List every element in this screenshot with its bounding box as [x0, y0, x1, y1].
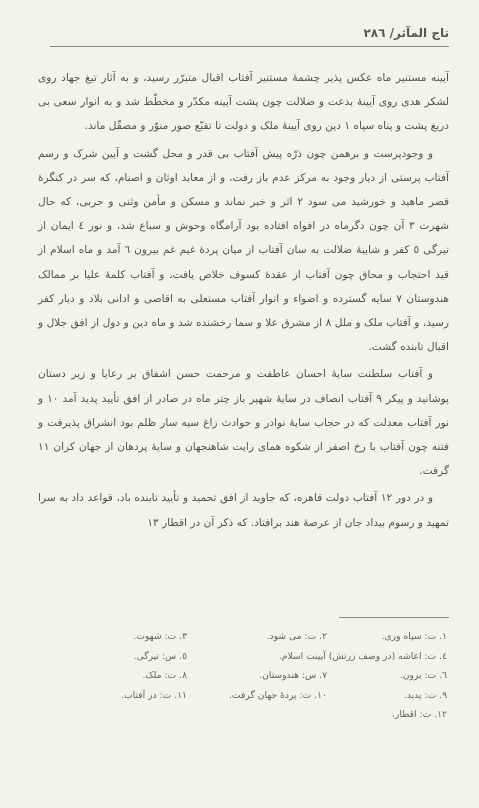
footnote-row	[50, 705, 447, 725]
footnote-row	[50, 666, 447, 686]
footnote: ٢. ت: می شود.	[266, 631, 327, 642]
footnote-row	[50, 647, 447, 667]
footnote-row	[50, 627, 447, 647]
paragraph: و آفتاب سلطنت سایهٔ احسان عاطفت و مرحمت حسن اشفاق بر رعایا و زیر دستان پوشانید و پیکر ٩ آفتاب انصاف در سایهٔ شهپر باز چتر ماه در صادر از افق تأیید پدید آمد ١٠ و نور آفتاب معدلت که در حجاب سایهٔ نوادر و حوادث زاغ سیه سار ظلم بود انشراق پذیرفت و فتنه چون آفتاب با رخ اصفر از شکوه همای رایت شاهنجهان و سایهٔ پردهان از جهان کران ١١ گرفت.	[38, 368, 450, 478]
footnote: ٣. ت: شهوت.	[133, 631, 187, 642]
paragraph: و در دور ١٢ آفتاب دولت قاهره، که جاوید از افق تحمید و تأیید تابنده باد، قواعد داد به سرا تمهید و رسوم بیداد جان از عرصهٔ هند برافتاد. که ذکر آن در اقطار ١٣	[38, 492, 449, 529]
footnote: ١١. ت: در آفتاب.	[121, 689, 187, 701]
footnote: ١. ت: سپاه وری.	[381, 631, 447, 642]
footnotes	[50, 627, 447, 725]
footnote-row	[50, 686, 447, 706]
footnote: ٤. ت: اعاشه (در وصف زرتش) آیینت اسلام.	[278, 650, 447, 662]
footnote: ٥. س: تیرگی.	[133, 650, 187, 662]
footnote: ١٢. ت: اقطار.	[391, 709, 447, 720]
footnote: ١٠. ت: پردهٔ جهان گرفت.	[229, 689, 327, 701]
footnote: ٧. س: هندوستان.	[259, 670, 327, 681]
footnote: ٨. ت: ملک.	[142, 670, 187, 681]
running-head-title: تاج المآثر/ ٢٨٦	[363, 26, 449, 40]
paragraph: آیینه مستنیر ماه عکس پذیر چشمهٔ مستنیر آفتاب اقبال متبرّر رسید، و به آثار تیغ جهاد روی لشکر هدی روی آیینهٔ بدعت و ضلالت چون پشت آیینه مکدّر و مخطّط شد و به انوار سعی بی دریغ پشت و پناه سپاه ١ دین روی آیینهٔ ملک و دولت تا تقبّع صور منوّر و مصقّل ماند.	[38, 72, 449, 133]
running-header	[50, 24, 449, 47]
footnote-divider	[339, 617, 449, 618]
main-text	[38, 66, 449, 538]
footnote: ٦. ت: برون.	[399, 670, 447, 681]
footnote: ٩. ت: پدید.	[403, 689, 447, 701]
paragraph: و وجودپرست و برهمن چون ذرّه پیش آفتاب بی قدر و محل گشت و آیین شرک و رسم آفتاب پرستی از دیار وجود به مرکز عدم باز رفت، و از معابد اوثان و اصنام، که سر در کنگرهٔ قصر ماهید و خورشید می سود ٢ اثر و خبر نماند و مسکن و مأمن وثنی و حربی، که حال شهرت ٣ آن چون دگرماه در افواه افتاده بود آرامگاه وحوش و سباع شد، و نور ٤ ایمان از تیرگی ٥ کفر و شایبهٔ ضلالت به سان آفتاب از میان پردهٔ غیم غم بیرون ٦ آمد و ماه اسلام از قید احتجاب و محاق چون آفتاب از عقدهٔ کسوف خلاص یافت، و آفتاب کلمهٔ علیا بر ممالک هندوستان ٧ سایه گسترده و اضواء و انوار آفتاب مستعلی به اقاصی و ادانی بلاد و دیار کفر رسید، و آفتاب ملک و ملل ٨ از مشرق علا و سما رخشنده شد و ماه دین و دول از افق جلال و اقبال تابنده گشت.	[38, 147, 450, 354]
